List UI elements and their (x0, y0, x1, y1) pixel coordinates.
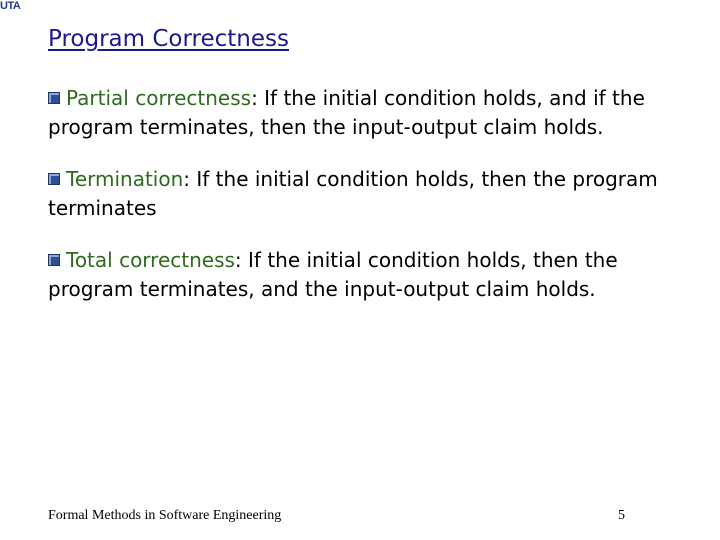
square-bullet-icon (48, 254, 60, 266)
bullet-total-correctness (48, 246, 688, 304)
page-number: 5 (618, 508, 625, 523)
bullet-termination (48, 165, 688, 223)
footer-course-title: Formal Methods in Software Engineering (48, 508, 282, 523)
slide-title: Program Correctness (48, 26, 289, 52)
uta-logo: UTA (0, 0, 21, 12)
square-bullet-icon (48, 92, 60, 104)
square-bullet-icon (48, 173, 60, 185)
bullet-term: Partial correctness (66, 86, 252, 110)
bullet-text: : If the initial condition holds, then the program terminates, and the input-output claim holds. (48, 248, 618, 301)
bullet-partial-correctness (48, 84, 688, 142)
bullet-term: Total correctness (66, 248, 235, 272)
bullet-text: : If the initial condition holds, then the program terminates (48, 167, 658, 220)
slide-content (48, 84, 688, 327)
bullet-text: : If the initial condition holds, and if the program terminates, then the input-output claim holds. (48, 86, 645, 139)
bullet-term: Termination (66, 167, 184, 191)
